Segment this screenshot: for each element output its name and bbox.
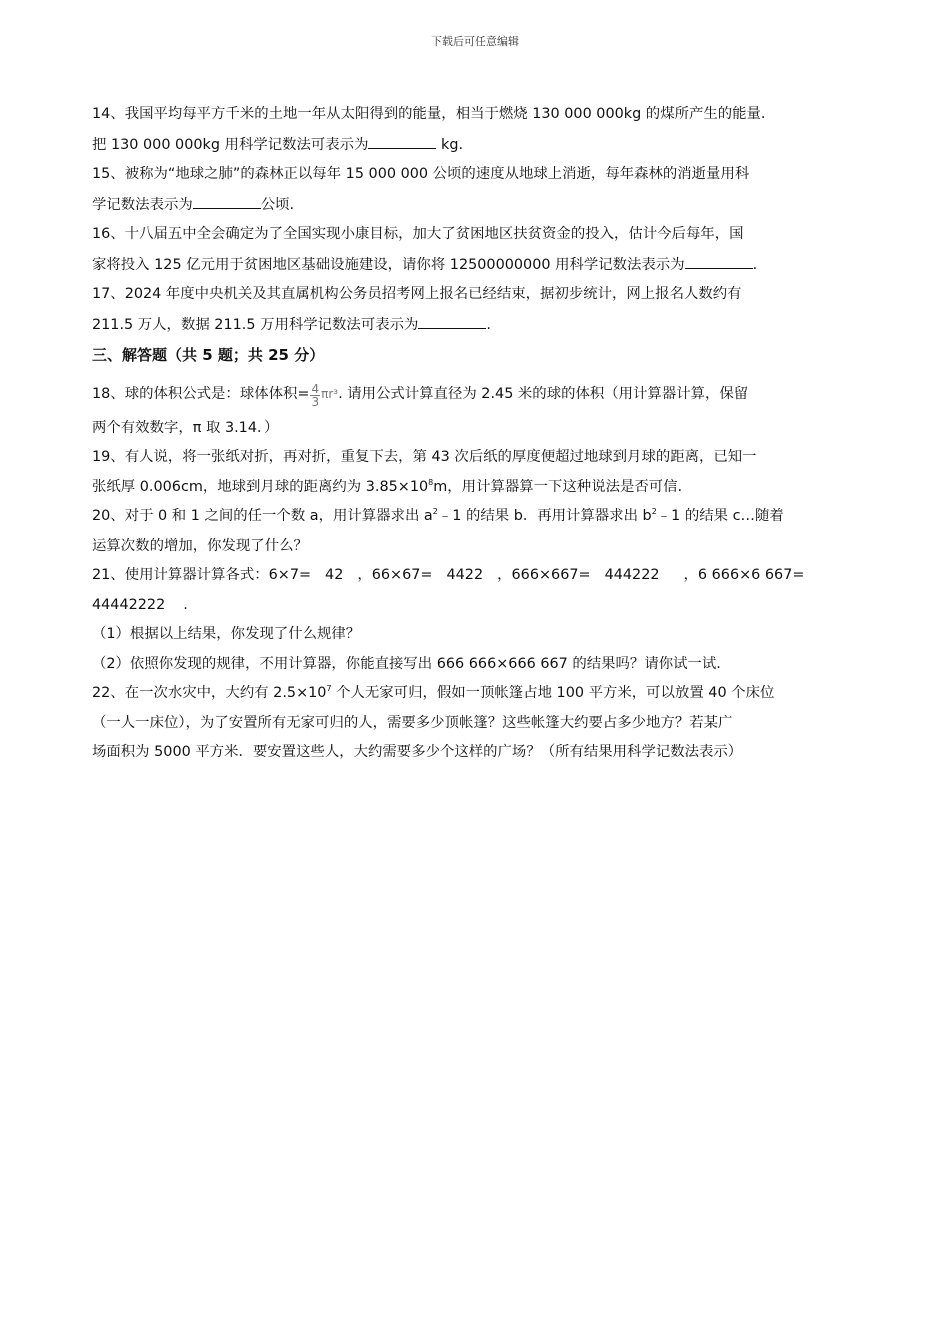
question-17-line1: 17、2024 年度中央机关及其直属机构公务员招考网上报名已经结束，据初步统计，网上报名人数约有 — [92, 286, 742, 302]
question-15-unit: 公顷. — [260, 196, 295, 213]
exponent: 2 — [432, 507, 438, 516]
question-19-line2 — [92, 473, 862, 503]
question-22-rest: 个人无家可归，假如一顶帐篷占地 100 平方米，可以放置 40 个床位 — [331, 685, 775, 701]
question-20-text-c: ﹣1 的结果 c…随着 — [656, 508, 784, 524]
question-21-sub2: （2）依照你发现的规律，不用计算器，你能直接写出 666 666×666 667 的结果吗？请你试一试. — [92, 655, 721, 672]
question-18-rest: . 请用公式计算直径为 2.45 米的球的体积（用计算器计算，保留 — [338, 385, 749, 402]
question-16-text: 家将投入 125 亿元用于贫困地区基础设施建设，请你将 12500000000 用科学记数法表示为 — [92, 256, 685, 273]
question-18-text: 18、球的体积公式是：球体体积= — [92, 385, 310, 402]
exponent: 7 — [326, 684, 332, 693]
question-14-unit: kg. — [436, 136, 464, 153]
question-20-line2: 运算次数的增加，你发现了什么？ — [92, 537, 308, 554]
question-19-rest: m，用计算器算一下这种说法是否可信. — [433, 478, 683, 495]
question-14-line2 — [92, 130, 862, 161]
question-21-expr-2: ，66×67= — [357, 567, 433, 583]
question-22-line3: 场面积为 5000 平方米．要安置这些人，大约需要多少个这样的广场？（所有结果用科学记数法表示） — [92, 744, 743, 760]
question-16-line1: 16、十八届五中全会确定为了全国实现小康目标，加大了贫困地区扶贫资金的投入，估计今后每年，国 — [92, 226, 744, 242]
question-17-line2 — [92, 310, 862, 341]
answer-blank-14[interactable] — [368, 130, 436, 149]
question-18-line2: 两个有效数字，π 取 3.14．） — [92, 419, 279, 436]
question-20-line1 — [92, 502, 862, 532]
question-21-expr-4: ，6 666×6 667= — [683, 567, 805, 583]
question-22-line2: （一人一床位），为了安置所有无家可归的人，需要多少顶帐篷？这些帐篷大约要占多少地方？若某广 — [92, 714, 733, 731]
answer-value-2: 4422 — [446, 567, 484, 583]
question-22-text: 22、在一次水灾中，大约有 2.5×10 — [92, 685, 327, 701]
formula-pi-r-cubed: πr³ — [321, 386, 339, 401]
question-16-end: . — [752, 256, 758, 273]
question-14-line1: 14、我国平均每平方千米的土地一年从太阳得到的能量，相当于燃烧 130 000 000kg 的煤所产生的能量. — [92, 106, 766, 122]
question-19-line1: 19、有人说，将一张纸对折，再对折，重复下去，第 43 次后纸的厚度便超过地球到月球的距离，已知一 — [92, 449, 757, 465]
answer-blank-15[interactable] — [193, 190, 261, 209]
question-18-line1 — [92, 374, 862, 414]
answer-blank-16[interactable] — [685, 250, 753, 269]
fraction-four-thirds — [310, 383, 320, 408]
exponent: 2 — [651, 507, 657, 516]
question-20-text-b: ﹣1 的结果 b．再用计算器求出 b — [437, 508, 652, 524]
question-14-text: 把 130 000 000kg 用科学记数法可表示为 — [92, 136, 369, 153]
page-header-note: 下载后可任意编辑 — [431, 35, 519, 48]
exponent: 8 — [428, 477, 434, 487]
fraction-denominator: 3 — [311, 394, 320, 409]
question-20-text-a: 20、对于 0 和 1 之间的任一个数 a，用计算器求出 a — [92, 508, 433, 524]
question-15-text: 学记数法表示为 — [92, 196, 193, 213]
question-21-sub1: （1）根据以上结果，你发现了什么规律？ — [92, 626, 361, 642]
question-21-text: 21、使用计算器计算各式：6×7= — [92, 567, 312, 583]
question-17-end: . — [486, 316, 491, 333]
answer-value-4: 44442222 — [92, 596, 166, 613]
question-15-line1: 15、被称为“地球之肺”的森林正以每年 15 000 000 公顷的速度从地球上消逝，每年森林的消逝量用科 — [92, 166, 750, 182]
question-21-line2 — [92, 591, 862, 621]
question-22-line1 — [92, 679, 862, 709]
question-21-end: . — [183, 596, 188, 613]
question-16-line2 — [92, 250, 862, 281]
question-19-text: 张纸厚 0.006cm，地球到月球的距离约为 3.85×10 — [92, 478, 429, 495]
answer-value-1: 42 — [325, 567, 344, 583]
section-heading: 三、解答题（共 5 题；共 25 分） — [92, 346, 325, 364]
question-21-expr-3: ，666×667= — [497, 567, 591, 583]
question-21-line1 — [92, 561, 862, 591]
question-17-text: 211.5 万人，数据 211.5 万用科学记数法可表示为 — [92, 316, 419, 333]
answer-value-3: 444222 — [604, 567, 660, 583]
answer-blank-17[interactable] — [418, 310, 486, 329]
fraction-numerator: 4 — [311, 381, 320, 396]
document-body — [92, 100, 862, 768]
question-15-line2 — [92, 190, 862, 221]
